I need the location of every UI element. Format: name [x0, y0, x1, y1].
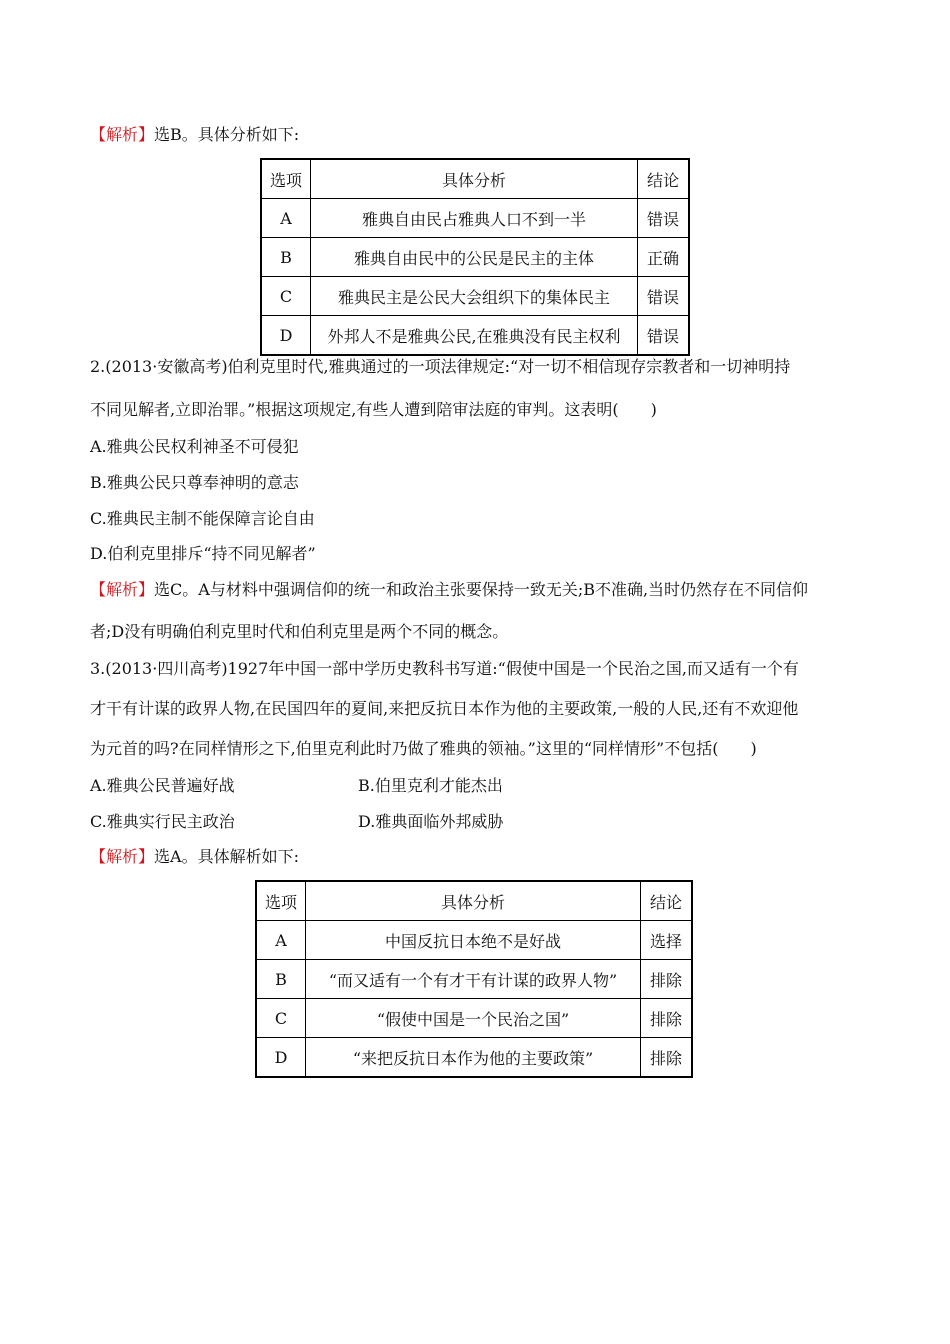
table-row [261, 238, 689, 277]
q3-stem-line-2: 才干有计谋的政界人物,在民国四年的夏间,来把反抗日本作为他的主要政策,一般的人民,还有不欢迎他 [90, 699, 799, 718]
table-header-cell: 选项 [256, 881, 306, 921]
analysis-tag: 【解析】 [90, 580, 155, 599]
q3-option-a: A.雅典公民普遍好战 [90, 776, 235, 795]
table-row [256, 960, 692, 999]
table-row [261, 316, 689, 356]
table-header-cell: 具体分析 [311, 159, 638, 199]
table-row [261, 277, 689, 316]
table-cell: 排除 [641, 999, 693, 1038]
table-cell: B [256, 960, 306, 999]
q2-analysis-line-2: 者;D没有明确伯利克里时代和伯利克里是两个不同的概念。 [90, 622, 509, 641]
table-cell: 正确 [638, 238, 690, 277]
table-row [256, 999, 692, 1038]
table-header-cell: 结论 [641, 881, 693, 921]
table-header-cell: 结论 [638, 159, 690, 199]
table-header-row [256, 881, 692, 921]
analysis-1-table [260, 158, 690, 356]
q3-option-d: D.雅典面临外邦威胁 [358, 812, 504, 831]
q2-stem-line-2: 不同见解者,立即治罪。”根据这项规定,有些人遭到陪审法庭的审判。这表明( ) [90, 400, 657, 419]
table-header-cell: 具体分析 [306, 881, 641, 921]
analysis-text: 选C。A与材料中强调信仰的统一和政治主张要保持一致无关;B不准确,当时仍然存在不同信仰 [154, 580, 809, 599]
table-cell: D [261, 316, 311, 356]
table-cell: C [261, 277, 311, 316]
table-cell: 排除 [641, 1038, 693, 1078]
table-cell: A [261, 199, 311, 238]
q2-stem-line-1: 2.(2013·安徽高考)伯利克里时代,雅典通过的一项法律规定:“对一切不相信现存宗教者和一切神明持 [90, 357, 791, 376]
table-cell: 错误 [638, 199, 690, 238]
table-cell: 选择 [641, 921, 693, 960]
table-cell: C [256, 999, 306, 1038]
analysis-tag: 【解析】 [90, 125, 155, 144]
q3-option-b: B.伯里克利才能杰出 [358, 776, 503, 795]
table-cell: A [256, 921, 306, 960]
analysis-3-header [90, 846, 299, 868]
q2-option-b: B.雅典公民只尊奉神明的意志 [90, 473, 299, 492]
table-cell: “假使中国是一个民治之国” [306, 999, 641, 1038]
table-header-cell: 选项 [261, 159, 311, 199]
table-cell: D [256, 1038, 306, 1078]
table-cell: “而又适有一个有才干有计谋的政界人物” [306, 960, 641, 999]
table-cell: 中国反抗日本绝不是好战 [306, 921, 641, 960]
analysis-tag: 【解析】 [90, 847, 155, 866]
q3-stem-line-3: 为元首的吗?在同样情形之下,伯里克利此时乃做了雅典的领袖。”这里的“同样情形”不包括( ) [90, 739, 757, 758]
q3-stem-line-1: 3.(2013·四川高考)1927年中国一部中学历史教科书写道:“假使中国是一个民治之国,而又适有一个有 [90, 659, 799, 678]
q2-option-c: C.雅典民主制不能保障言论自由 [90, 509, 315, 528]
table-cell: B [261, 238, 311, 277]
q2-analysis-line-1 [90, 579, 808, 601]
q2-option-d: D.伯利克里排斥“持不同见解者” [90, 544, 316, 563]
table-cell: 雅典民主是公民大会组织下的集体民主 [311, 277, 638, 316]
table-cell: 错误 [638, 277, 690, 316]
analysis-text: 选A。具体解析如下: [154, 847, 299, 866]
table-cell: 雅典自由民中的公民是民主的主体 [311, 238, 638, 277]
analysis-text: 选B。具体分析如下: [154, 125, 300, 144]
q3-option-c: C.雅典实行民主政治 [90, 812, 235, 831]
table-row [261, 199, 689, 238]
analysis-3-table [255, 880, 693, 1078]
table-cell: 外邦人不是雅典公民,在雅典没有民主权利 [311, 316, 638, 356]
table-cell: 雅典自由民占雅典人口不到一半 [311, 199, 638, 238]
analysis-1-header [90, 124, 299, 146]
table-cell: 错误 [638, 316, 690, 356]
table-cell: 排除 [641, 960, 693, 999]
table-header-row [261, 159, 689, 199]
table-row [256, 921, 692, 960]
table-row [256, 1038, 692, 1078]
q2-option-a: A.雅典公民权利神圣不可侵犯 [90, 437, 299, 456]
table-cell: “来把反抗日本作为他的主要政策” [306, 1038, 641, 1078]
